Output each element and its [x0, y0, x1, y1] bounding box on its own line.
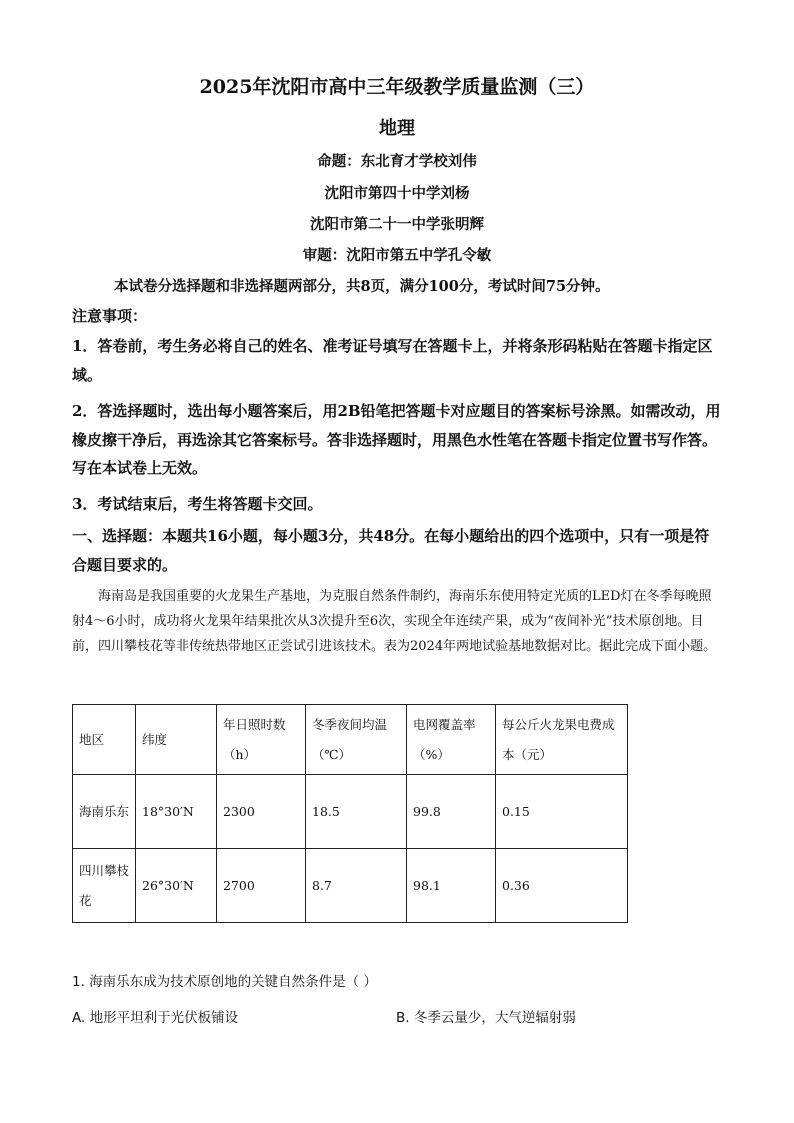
notes-heading: 注意事项： [72, 307, 148, 325]
note-item-1: 1．答卷前，考生务必将自己的姓名、准考证号填写在答题卡上，并将条形码粘贴在答题卡指定区域。 [72, 337, 713, 384]
table-cell: 2300 [217, 775, 306, 849]
table-header-cell: 纬度 [136, 705, 217, 775]
table-header-cell: 年日照时数（h） [217, 705, 306, 775]
question-1-option-b: B. 冬季云量少，大气逆辐射弱 [396, 1010, 576, 1026]
section-heading: 一、选择题：本题共16小题，每小题3分，共48分。在每小题给出的四个选项中，只有一项是符合题目要求的。 [72, 527, 710, 574]
table-cell: 8.7 [306, 849, 407, 923]
table-cell: 0.15 [496, 775, 628, 849]
table-header-cell: 每公斤火龙果电费成本（元） [496, 705, 628, 775]
table-cell: 四川攀枝花 [73, 849, 136, 923]
table-cell: 26°30′N [136, 849, 217, 923]
table-cell: 18.5 [306, 775, 407, 849]
table-cell: 98.1 [407, 849, 496, 923]
table-header-cell: 电网覆盖率（%） [407, 705, 496, 775]
reading-passage: 海南岛是我国重要的火龙果生产基地，为克服自然条件制约，海南乐东使用特定光质的LED灯在冬季每晚照射4～6小时，成功将火龙果年结果批次从3次提升至6次，实现全年连续产果，成为“夜间补光”技术原创地。目前，四川攀枝花等非传统热带地区正尝试引进该技术。表为2024年两地试验基地数据对比。据此完成下面小题。 [72, 589, 717, 654]
reviewer-line: 审题：沈阳市第五中学孔令敏 [302, 247, 492, 264]
author-line-1: 命题：东北育才学校刘伟 [317, 153, 477, 170]
question-1-stem: 1. 海南乐东成为技术原创地的关键自然条件是（ ） [72, 974, 377, 990]
table-cell: 0.36 [496, 849, 628, 923]
table-row [73, 849, 628, 923]
author-line-2: 沈阳市第四十中学刘杨 [324, 185, 470, 202]
note-item-3: 3．考试结束后，考生将答题卡交回。 [72, 495, 323, 513]
table-cell: 99.8 [407, 775, 496, 849]
question-1-option-a: A. 地形平坦利于光伏板铺设 [72, 1010, 239, 1026]
author-line-3: 沈阳市第二十一中学张明辉 [310, 216, 484, 233]
table-header-cell: 冬季夜间均温（℃） [306, 705, 407, 775]
exam-summary: 本试卷分选择题和非选择题两部分，共8页，满分100分，考试时间75分钟。 [114, 278, 610, 295]
table-cell: 2700 [217, 849, 306, 923]
table-header-row [73, 705, 628, 775]
note-item-2: 2．答选择题时，选出每小题答案后，用2B铅笔把答题卡对应题目的答案标号涂黑。如需改动，用橡皮擦干净后，再选涂其它答案标号。答非选择题时，用黑色水性笔在答题卡指定位置书写作答。写在本试卷上无效。 [72, 402, 721, 477]
subject-title: 地理 [379, 118, 415, 139]
comparison-table [72, 704, 628, 923]
table-cell: 18°30′N [136, 775, 217, 849]
exam-title: 2025年沈阳市高中三年级教学质量监测（三） [199, 76, 595, 98]
table-row [73, 775, 628, 849]
table-header-cell: 地区 [73, 705, 136, 775]
table-cell: 海南乐东 [73, 775, 136, 849]
